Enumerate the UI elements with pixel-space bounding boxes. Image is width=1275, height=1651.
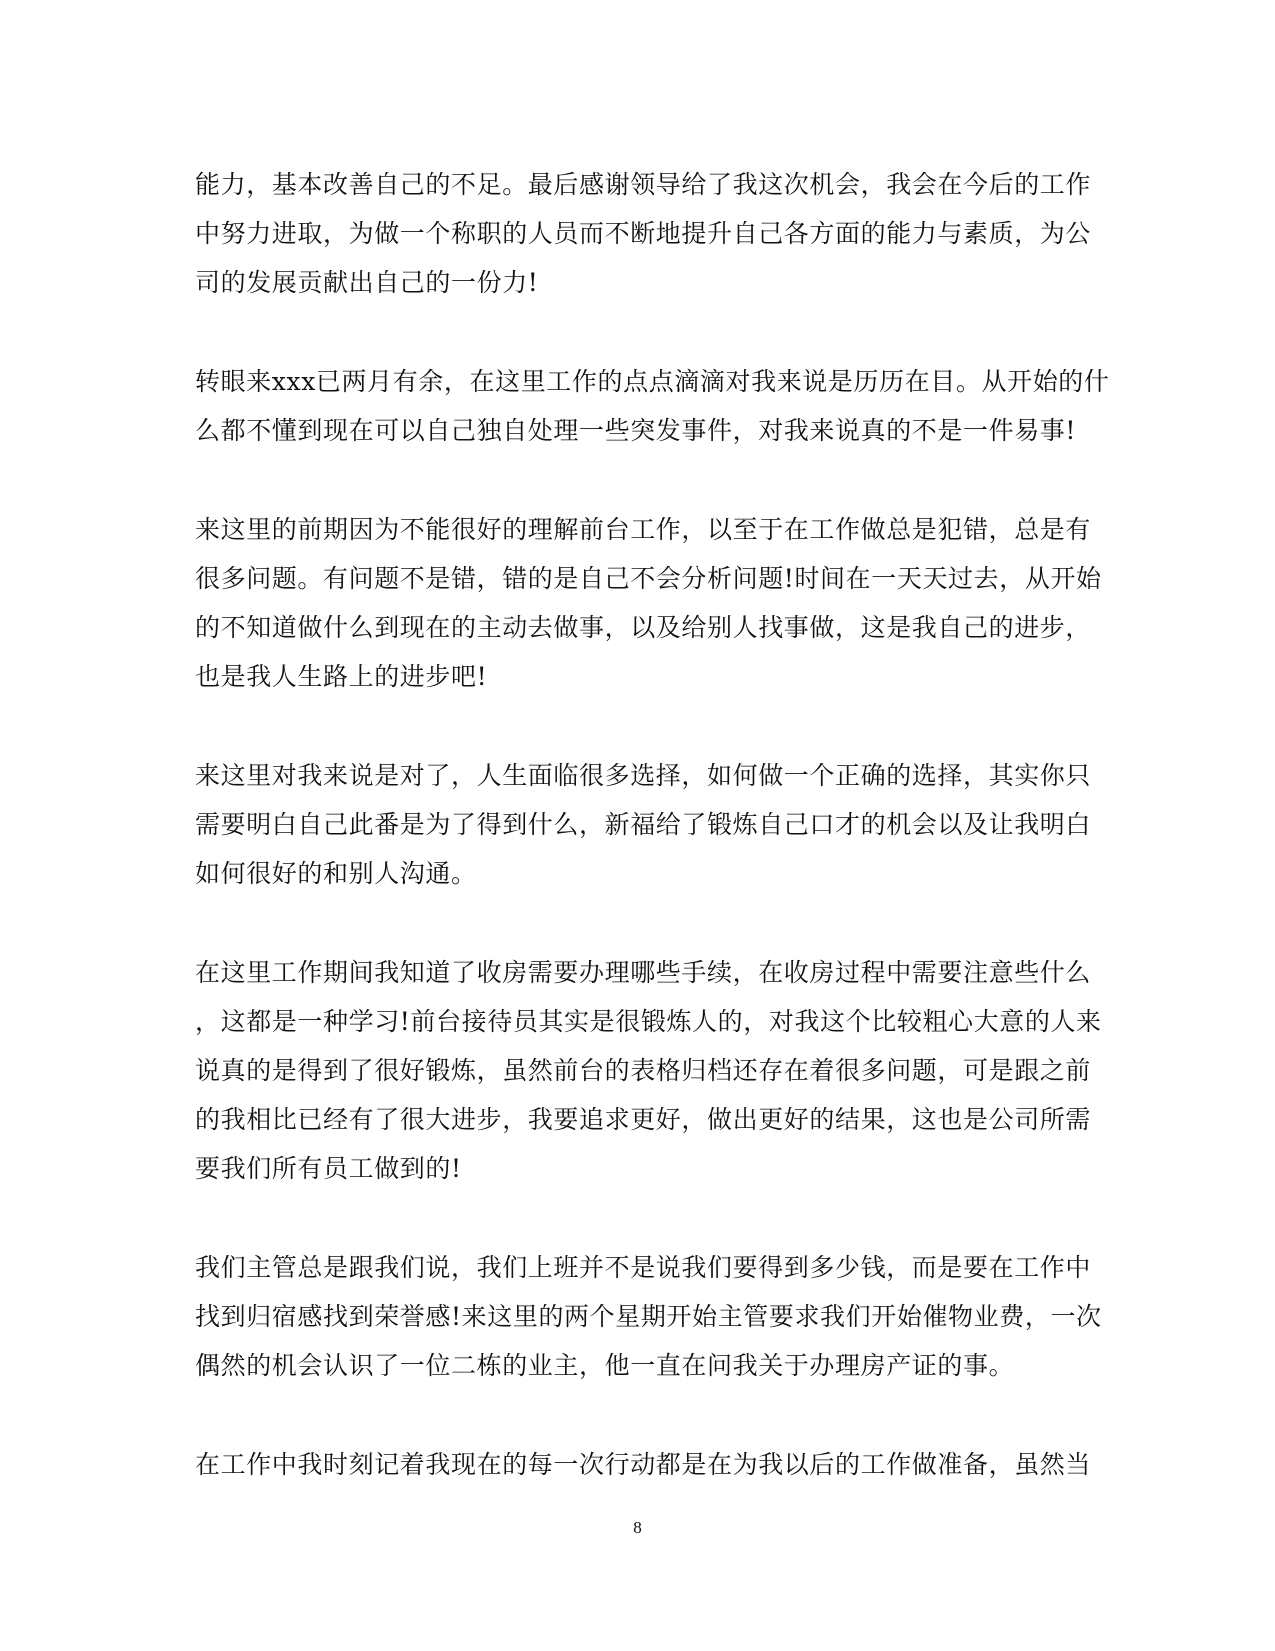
text-line: 要我们所有员工做到的!	[195, 1154, 462, 1183]
paragraph-4	[195, 751, 1092, 898]
text-line: 来这里对我来说是对了，人生面临很多选择，如何做一个正确的选择，其实你只	[195, 761, 1092, 790]
text-line: ，这都是一种学习!前台接待员其实是很锻炼人的，对我这个比较粗心大意的人来	[195, 1007, 1102, 1036]
page-number: 8	[633, 1518, 642, 1537]
text-line: 的不知道做什么到现在的主动去做事，以及给别人找事做，这是我自己的进步，	[195, 613, 1092, 642]
paragraph-gap	[195, 1193, 1085, 1243]
text-line: 在工作中我时刻记着我现在的每一次行动都是在为我以后的工作做准备，虽然当	[195, 1450, 1092, 1479]
text-line: 在这里工作期间我知道了收房需要办理哪些手续，在收房过程中需要注意些什么	[195, 958, 1092, 987]
text-line: 来这里的前期因为不能很好的理解前台工作，以至于在工作做总是犯错，总是有	[195, 515, 1092, 544]
text-line: 如何很好的和别人沟通。	[195, 859, 477, 888]
text-line: 么都不懂到现在可以自己独自处理一些突发事件，对我来说真的不是一件易事!	[195, 416, 1077, 445]
paragraph-6	[195, 1243, 1102, 1390]
paragraph-gap	[195, 1390, 1085, 1440]
paragraph-gap	[195, 307, 1085, 357]
text-line: 中努力进取，为做一个称职的人员而不断地提升自己各方面的能力与素质，为公	[195, 219, 1092, 248]
paragraph-gap	[195, 455, 1085, 505]
text-line: 偶然的机会认识了一位二栋的业主，他一直在问我关于办理房产证的事。	[195, 1351, 1015, 1380]
text-line: 很多问题。有问题不是错，错的是自己不会分析问题!时间在一天天过去，从开始	[195, 564, 1102, 593]
paragraph-gap	[195, 701, 1085, 751]
paragraph-7	[195, 1440, 1092, 1489]
paragraph-gap	[195, 898, 1085, 948]
paragraph-3	[195, 505, 1102, 701]
paragraph-1	[195, 160, 1092, 307]
text-line: 的我相比已经有了很大进步，我要追求更好，做出更好的结果，这也是公司所需	[195, 1105, 1092, 1134]
text-line: 能力，基本改善自己的不足。最后感谢领导给了我这次机会，我会在今后的工作	[195, 170, 1092, 199]
text-line: 我们主管总是跟我们说，我们上班并不是说我们要得到多少钱，而是要在工作中	[195, 1253, 1092, 1282]
text-line: 需要明白自己此番是为了得到什么，新福给了锻炼自己口才的机会以及让我明白	[195, 810, 1092, 839]
text-line: 转眼来xxx已两月有余，在这里工作的点点滴滴对我来说是历历在目。从开始的什	[195, 367, 1110, 396]
paragraph-2	[195, 357, 1110, 455]
text-line: 也是我人生路上的进步吧!	[195, 662, 488, 691]
text-line: 司的发展贡献出自己的一份力!	[195, 268, 539, 297]
text-line: 找到归宿感找到荣誉感!来这里的两个星期开始主管要求我们开始催物业费，一次	[195, 1302, 1102, 1331]
paragraph-5	[195, 948, 1102, 1193]
text-line: 说真的是得到了很好锻炼，虽然前台的表格归档还存在着很多问题，可是跟之前	[195, 1056, 1092, 1085]
body-text	[195, 160, 1110, 1489]
